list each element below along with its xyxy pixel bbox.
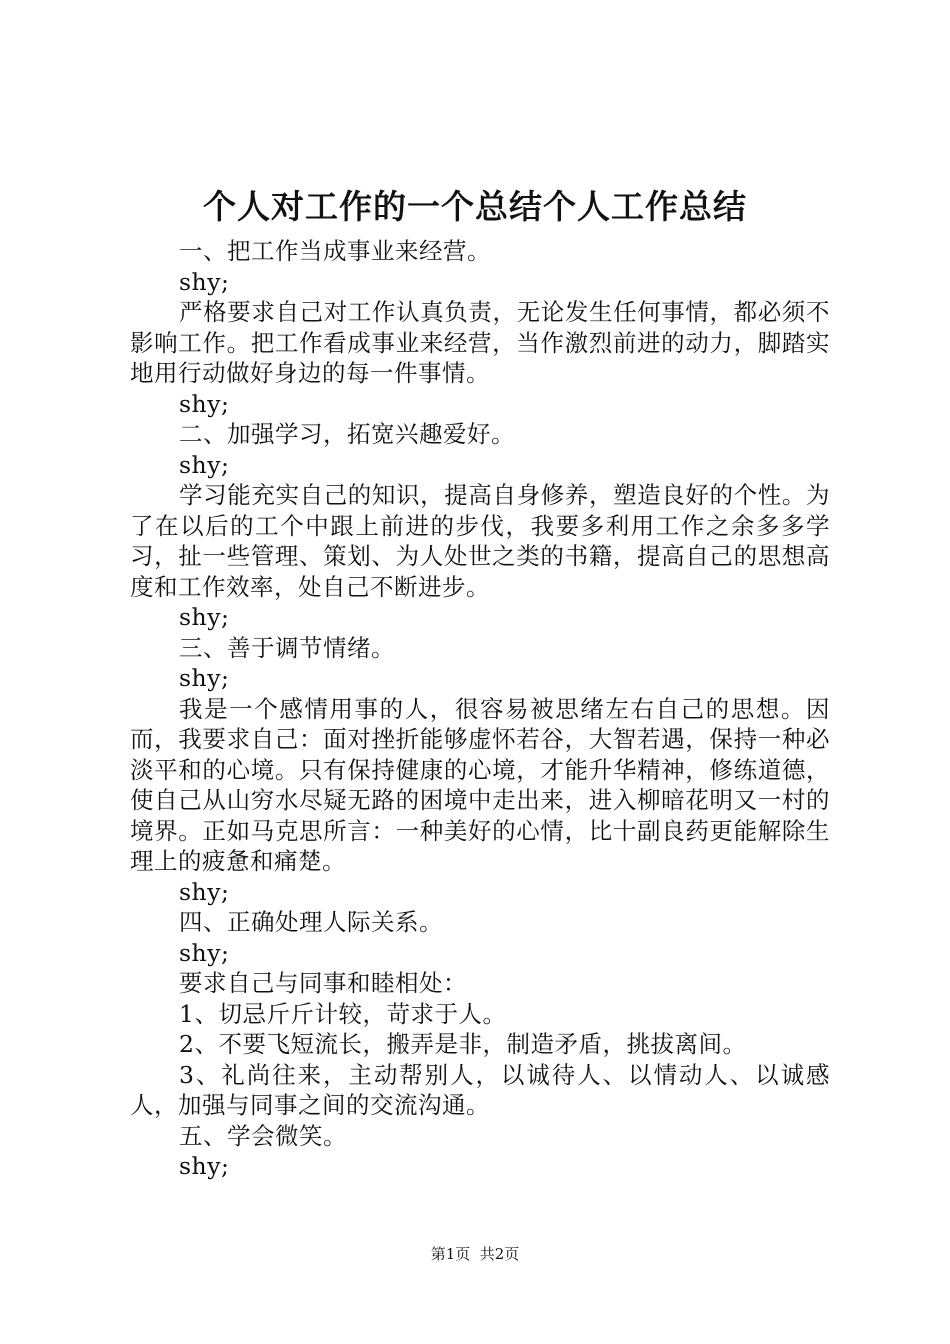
- list-item: 3、礼尚往来，主动帮别人，以诚待人、以情动人、以诚感人，加强与同事之间的交流沟通。: [130, 1060, 830, 1119]
- separator-text: shy;: [179, 389, 230, 418]
- list-item: 1、切忌斤斤计较，苛求于人。: [179, 999, 507, 1028]
- separator-text: shy;: [179, 1152, 230, 1180]
- list-item: 2、不要飞短流长，搬弄是非，制造矛盾，挑拔离间。: [179, 1030, 747, 1058]
- document-body: [130, 236, 830, 1182]
- section-heading-2: 二、加强学习，拓宽兴趣爱好。: [179, 420, 515, 448]
- body-paragraph: 要求自己与同事和睦相处：: [179, 969, 467, 997]
- separator-text: shy;: [179, 664, 230, 692]
- section-heading-5: 五、学会微笑。: [179, 1121, 347, 1150]
- separator-text: shy;: [179, 450, 230, 479]
- separator-text: shy;: [179, 938, 230, 967]
- body-paragraph: 学习能充实自己的知识，提高自身修养，塑造良好的个性。为了在以后的工个中跟上前进的步伐，我要多利用工作之余多多学习，扯一些管理、策划、为人处世之类的书籍，提高自己的思想高度和工作效率，处自己不断进步。: [130, 481, 830, 601]
- body-paragraph: 我是一个感情用事的人，很容易被思绪左右自己的思想。因而，我要求自己：面对挫折能够虚怀若谷，大智若遇，保持一种必淡平和的心境。只有保持健康的心境，才能升华精神，修练道德，使自己从山穷水尽疑无路的困境中走出来，进入柳暗花明又一村的境界。正如马克思所言：一种美好的心情，比十副良药更能解除生理上的疲惫和痛楚。: [130, 694, 830, 875]
- document-title: 个人对工作的一个总结个人工作总结: [203, 187, 747, 226]
- section-heading-3: 三、善于调节情绪。: [179, 633, 395, 662]
- separator-text: shy;: [179, 267, 230, 296]
- body-paragraph: 严格要求自己对工作认真负责，无论发生任何事情，都必须不影响工作。把工作看成事业来经营，当作激烈前进的动力，脚踏实地用行动做好身边的每一件事情。: [130, 298, 830, 387]
- section-heading-1: 一、把工作当成事业来经营。: [179, 237, 491, 265]
- separator-text: shy;: [179, 603, 230, 631]
- section-heading-4: 四、正确处理人际关系。: [179, 908, 443, 936]
- page-footer: 第1页 共2页: [430, 1245, 520, 1263]
- separator-text: shy;: [179, 877, 230, 906]
